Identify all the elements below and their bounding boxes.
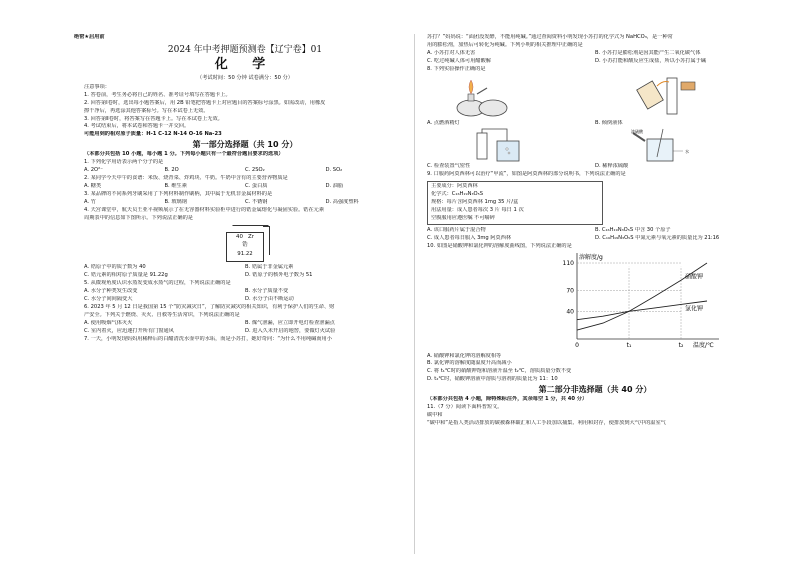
exam-title: 2024 年中考押题预测卷【辽宁卷】01 (167, 44, 323, 55)
option: A. 锆原子中的质子数为 40 (84, 264, 146, 271)
label-line: 空腹服用应遵医嘱 不可嚼碎 (431, 214, 495, 221)
note-line: 1. 答卷前，考生务必将自己的姓名、准考证号填写在答题卡上。 (84, 91, 231, 98)
question-11-stem: 11.（7 分）阅读下面科普短文。 (427, 404, 503, 411)
option: B. 氯化钾的溶解度随温度升高而减小 (427, 360, 512, 367)
note-line: 擦干净后，再选涂其他答案标号。写在本试卷上无效。 (84, 107, 209, 114)
medicine-label (427, 181, 603, 225)
question-3 (84, 191, 406, 207)
option: A. 糖类 (84, 182, 102, 189)
q8-illustrations-row2 (427, 127, 763, 163)
question-10-stem: 10. 如图是硝酸钾和氯化钾的溶解度曲线图，下列说法正确的是 (427, 242, 572, 249)
option: D. 稀释浓硫酸 (595, 163, 629, 170)
solubility-chart-wrap (427, 251, 763, 353)
question-stem: 4. 天宫课堂中，航天员王亚平视频展示了在无容器材料实验柜中进行的锆金属熔化与凝固实验。锆在元素 (84, 206, 325, 213)
notes-block (84, 84, 406, 139)
option: C. 2SO₂ (245, 167, 265, 174)
option: B. 水分子质量不变 (245, 288, 289, 295)
option: D. C₁₆H₁₉N₃O₅S 中氮元素与氧元素的质量比为 21:16 (595, 234, 720, 241)
note-line: 2. 回答第Ⅰ卷时，选出每小题答案后，用 2B 铅笔把答题卡上对应题目的答案标号涂黑。如需改动，用橡皮 (84, 99, 326, 106)
option: C. 室内着火，应迅速打开所有门窗通风 (84, 327, 174, 334)
atomic-mass: 91.22 (237, 251, 253, 258)
airtightness-check-illustration (457, 127, 537, 163)
part1-instruction: （本部分共包括 10 小题，每小题 1 分。下列每小题只有一个最符合题目要求的选项） (84, 151, 284, 158)
question-7-cont: 苏打？”妈妈说：“面团没发酵，不能用纯碱。”通过查阅资料小明发现小苏打的化学式为 NaHCO₃，是一种常 (427, 34, 673, 40)
periodic-element-card (226, 225, 272, 261)
question-7-cont: 用的膨松剂，加热后可转化为纯碱。下列小明的相关推理中正确的是 (427, 41, 583, 48)
option: A. 小苏打对人体无害 (427, 49, 476, 56)
option: A. 点燃酒精灯 (427, 119, 460, 126)
question-stem: 2. 某同学今天中午的食谱：米饭、烧青菜、炸鸡块、牛奶。牛奶中含有的主要营养物质是 (84, 174, 288, 181)
question-11-subtitle: 碳中和 (427, 411, 443, 418)
option: D. 水分子由不断运动 (245, 296, 294, 303)
question-11-text: “碳中和”是指人类活动排放的碳被森林碳汇和人工手段加以捕集、利用和封存，使排放到大气中的温室气 (427, 419, 666, 426)
question-stem: 产安全。下列关于燃烧、灭火、自救等生活常识，下列说法正确的是 (84, 311, 240, 318)
series-label-0: 硝酸钾 (685, 272, 704, 280)
question-stem: 3. 某品牌的不同系列牙刷采用了下列材料制作刷柄，其中属于无机非金属材料的是 (84, 190, 273, 197)
column-divider (414, 34, 415, 554)
option: B. 2O (164, 167, 179, 174)
option: C. 锆元素的相对原子质量是 91.22g (84, 272, 168, 279)
option: B. 倾倒液体 (595, 119, 623, 126)
question-8-stem: 8. 下列实验操作正确的是 (427, 65, 486, 72)
question-stem: 1. 下列化学用语表示两个分子的是 (84, 159, 164, 166)
label-line: 规格：每片含阿莫西林 1mg 35 片/盒 (431, 199, 519, 206)
option: B. 玻璃钢 (164, 198, 187, 205)
element-symbol: Zr (248, 234, 254, 241)
series-label-1: 氯化钾 (685, 304, 704, 312)
q8-illustrations-row1 (427, 74, 763, 120)
element-name: 锆 (242, 242, 248, 249)
label-line: 化学式：C₁₆H₁₉N₃O₅S (431, 191, 484, 198)
option: B. C₁₆H₁₉N₃O₅S 中含 30 个原子 (595, 226, 671, 233)
note-line: 注意事项： (84, 83, 110, 90)
question-9-stem: 9. 口服药阿莫西林可以治疗“甲流”，如图是阿莫西林的部分说明书，下列说法正确的是 (427, 171, 626, 178)
option: A. 竹 (84, 198, 96, 205)
part1-title: 第一部分选择题（共 10 分） (192, 140, 298, 150)
question-4 (84, 207, 406, 281)
option: D. SO₂ (325, 167, 343, 174)
option: C. 蛋白质 (245, 182, 268, 189)
part2-title: 第二部分非选择题（共 40 分） (538, 385, 652, 395)
option: A. 2O²⁻ (84, 167, 103, 174)
x-tick-label: t₁ (626, 341, 632, 349)
y-tick-label: 110 (562, 259, 574, 267)
question-1 (84, 159, 406, 175)
x-tick-label: t₂ (678, 341, 684, 349)
atomic-mass-line: 可能用到的相对原子质量：H-1 C-12 N-14 O-16 Na-23 (84, 131, 222, 138)
label-line: 用法用量：成人患者每次 3 片 每日 1 次 (431, 206, 524, 213)
question-5 (84, 280, 406, 304)
question-stem: 6. 2023 年 5 月 12 日是我国第 15 个“防灾减灾日”，了解防灾减灾的相关知识，有利于保护人们的生命、财 (84, 303, 335, 310)
option: A. 水分子种类发生改变 (84, 288, 138, 295)
alcohol-lamp-illustration (447, 74, 517, 118)
y-tick-label: 70 (566, 287, 574, 295)
option: D. t₂℃时，硝酸钾溶液中溶质与溶剂的质量比为 11：10 (427, 376, 558, 383)
option: B. 小苏打是膨松剂是因其能产生二氧化碳气体 (595, 49, 701, 56)
option: C. 将 t₁℃时的硝酸钾饱和溶液升温至 t₂℃，溶质质量分数不变 (427, 368, 572, 375)
option: C. 吃过纯碱人体可用醋酸解 (427, 57, 491, 64)
label-water: 水 (685, 149, 689, 155)
x-tick-label: 0 (575, 341, 579, 349)
exam-info: （考试时间：50 分钟 试卷满分：50 分） (197, 74, 293, 81)
y-tick-label: 40 (566, 307, 574, 315)
label-concentrated-acid: 浓硫酸 (631, 129, 643, 135)
solubility-chart (547, 251, 747, 351)
option: B. 锆属于非金属元素 (245, 264, 294, 271)
option: A. 该口服药片属于混合物 (427, 226, 486, 233)
option: C. 水分子间间隔变大 (84, 296, 133, 303)
label-line: 主要成分：阿莫西林 (431, 183, 478, 190)
option: B. 煤气泄漏，应立即开电灯检查泄漏点 (245, 319, 335, 326)
right-column (427, 34, 763, 428)
option: B. 维生素 (164, 182, 187, 189)
subject-title: 化 学 (214, 56, 276, 72)
y-axis-label: 溶解度/g (579, 253, 603, 261)
option: D. 油脂 (325, 182, 344, 189)
option: D. 进入久未开启的地窖，要做灯火试验 (245, 327, 336, 334)
option: D. 小苏打能和酸反应生成盐，所以小苏打属于碱 (595, 57, 707, 64)
option: D. 锆原子的核外电子数为 51 (245, 272, 313, 279)
dilute-acid-illustration (627, 127, 717, 163)
question-2 (84, 175, 406, 191)
option: A. 硝酸钾和氯化钾的溶解度相等 (427, 352, 502, 359)
option: A. 使用吸烟气体灭火 (84, 319, 133, 326)
x-axis-label: 温度/℃ (693, 341, 714, 349)
question-7-start: 7. 一天，小明发现妈妈用稀释后的白醋清洗水壶中的水垢，而是小苏打，她好奇问：“为什么不用纯碱而用小 (84, 335, 332, 342)
option: C. 不锈钢 (245, 198, 268, 205)
left-column (74, 34, 406, 343)
secret-tag: 绝密★启用前 (74, 34, 105, 40)
atomic-number: 40 (236, 234, 243, 241)
question-stem: 周期表中的信息如下图所示。下列说法正确的是 (84, 214, 193, 221)
question-stem: 5. 从微观角度认识水蒸发变成水蒸气的过程，下列说法正确的是 (84, 280, 231, 287)
note-line: 4. 考试结束后，将本试卷和答题卡一并交回。 (84, 123, 190, 130)
question-6 (84, 304, 406, 336)
note-line: 3. 回答第Ⅱ卷时，将答案写在答题卡上。写在本试卷上无效。 (84, 115, 223, 122)
option: C. 成人患者每日服入 3mg 阿莫西林 (427, 234, 512, 241)
option: C. 检查装置气密性 (427, 163, 471, 170)
option: D. 高强度塑料 (325, 198, 359, 205)
pour-liquid-illustration (627, 74, 707, 120)
part2-instruction: （本部分共包括 4 小题，除特殊标注外，其余每空 1 分，共 40 分） (427, 396, 588, 403)
